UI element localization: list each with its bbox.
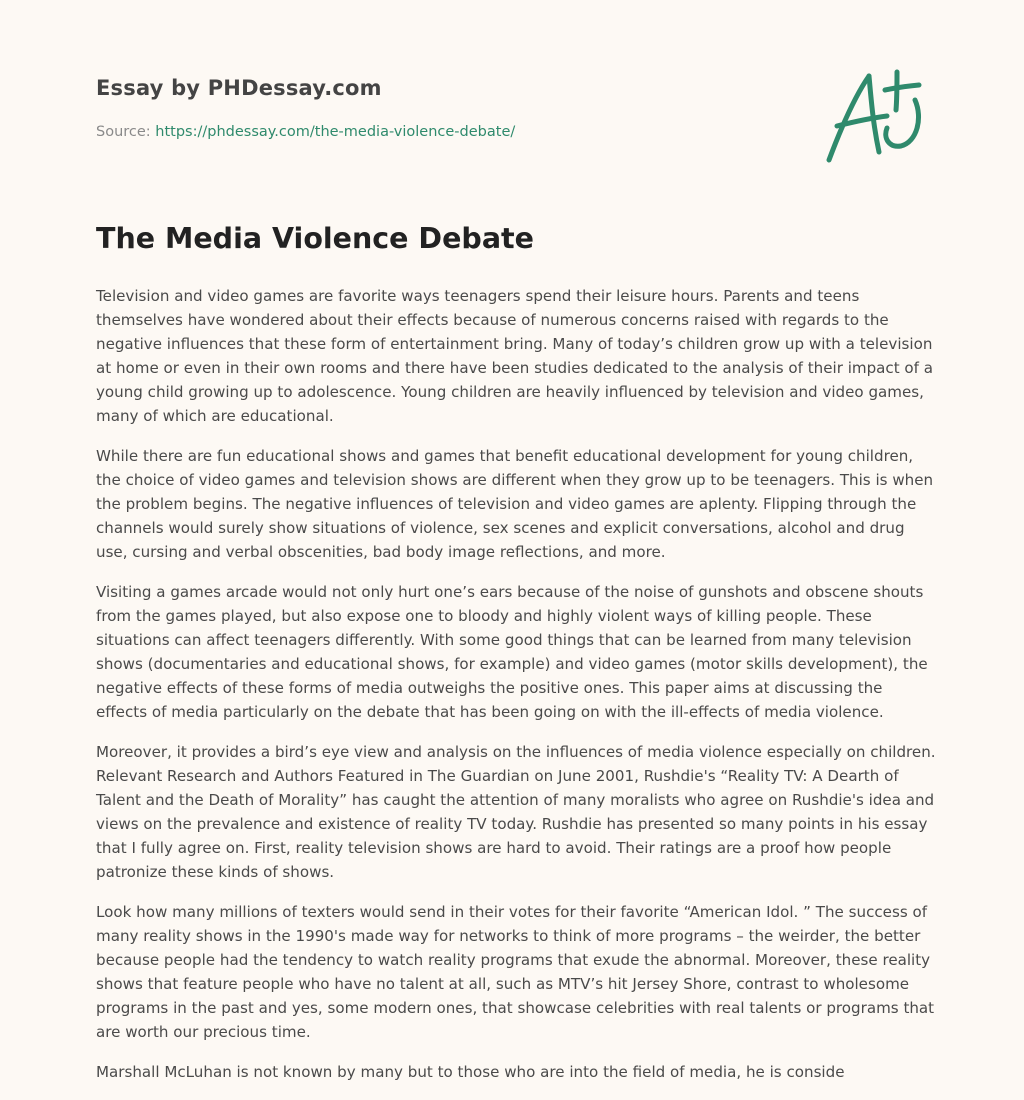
site-brand: Essay by PHDessay.com	[96, 76, 382, 100]
source-label: Source:	[96, 124, 156, 140]
essay-paragraph: Visiting a games arcade would not only hurt one’s ears because of the noise of gunshots and obscene shouts from the games played, but also expose one to bloody and highly violent ways of killing people. These situations can affect teenagers differently. With some good things that can be learned from many television shows (documentaries and educational shows, for example) and video games (motor skills development), the negative effects of these forms of media outweighs the positive ones. This paper aims at discussing the effects of media particularly on the debate that has been going on with the ill-effects of media violence.	[96, 583, 928, 721]
source-link[interactable]: https://phdessay.com/the-media-violence-debate/	[155, 124, 516, 140]
essay-paragraph: While there are fun educational shows and games that benefit educational development for young children, the choice of video games and television shows are different when they grow up to be teenagers. This is when the problem begins. The negative influences of television and video games are aplenty. Flipping through the channels would surely show situations of violence, sex scenes and explicit conversations, alcohol and drug use, cursing and verbal obscenities, bad body image reflections, and more.	[96, 447, 934, 561]
a-plus-logo-icon	[823, 68, 927, 164]
essay-paragraph: Marshall McLuhan is not known by many but to those who are into the field of media, he is conside	[96, 1063, 845, 1081]
page-header	[96, 0, 928, 200]
essay-body	[96, 284, 936, 1100]
source-line	[96, 124, 515, 140]
essay-paragraph: Television and video games are favorite ways teenagers spend their leisure hours. Parents and teens themselves have wondered about their effects because of numerous concerns raised with regards to the negative influences that these form of entertainment bring. Many of today’s children grow up with a television at home or even in their own rooms and there have been studies dedicated to the analysis of their impact of a young child growing up to adolescence. Young children are heavily influenced by television and video games, many of which are educational.	[96, 287, 934, 425]
essay-title: The Media Violence Debate	[96, 222, 535, 255]
essay-paragraph: Moreover, it provides a bird’s eye view and analysis on the influences of media violence especially on children. Relevant Research and Authors Featured in The Guardian on June 2001, Rushdie's “Reality TV: A Dearth of Talent and the Death of Morality” has caught the attention of many moralists who agree on Rushdie's idea and views on the prevalence and existence of reality TV today. Rushdie has presented so many points in his essay that I fully agree on. First, reality television shows are hard to avoid. Their ratings are a proof how people patronize these kinds of shows.	[96, 743, 936, 881]
essay-paragraph: Look how many millions of texters would send in their votes for their favorite “American Idol. ” The success of many reality shows in the 1990's made way for networks to think of more programs – the weirder, the better because people had the tendency to watch reality programs that exude the abnormal. Moreover, these reality shows that feature people who have no talent at all, such as MTV’s hit Jersey Shore, contrast to wholesome programs in the past and yes, some modern ones, that showcase celebrities with real talents or programs that are worth our precious time.	[96, 903, 935, 1041]
